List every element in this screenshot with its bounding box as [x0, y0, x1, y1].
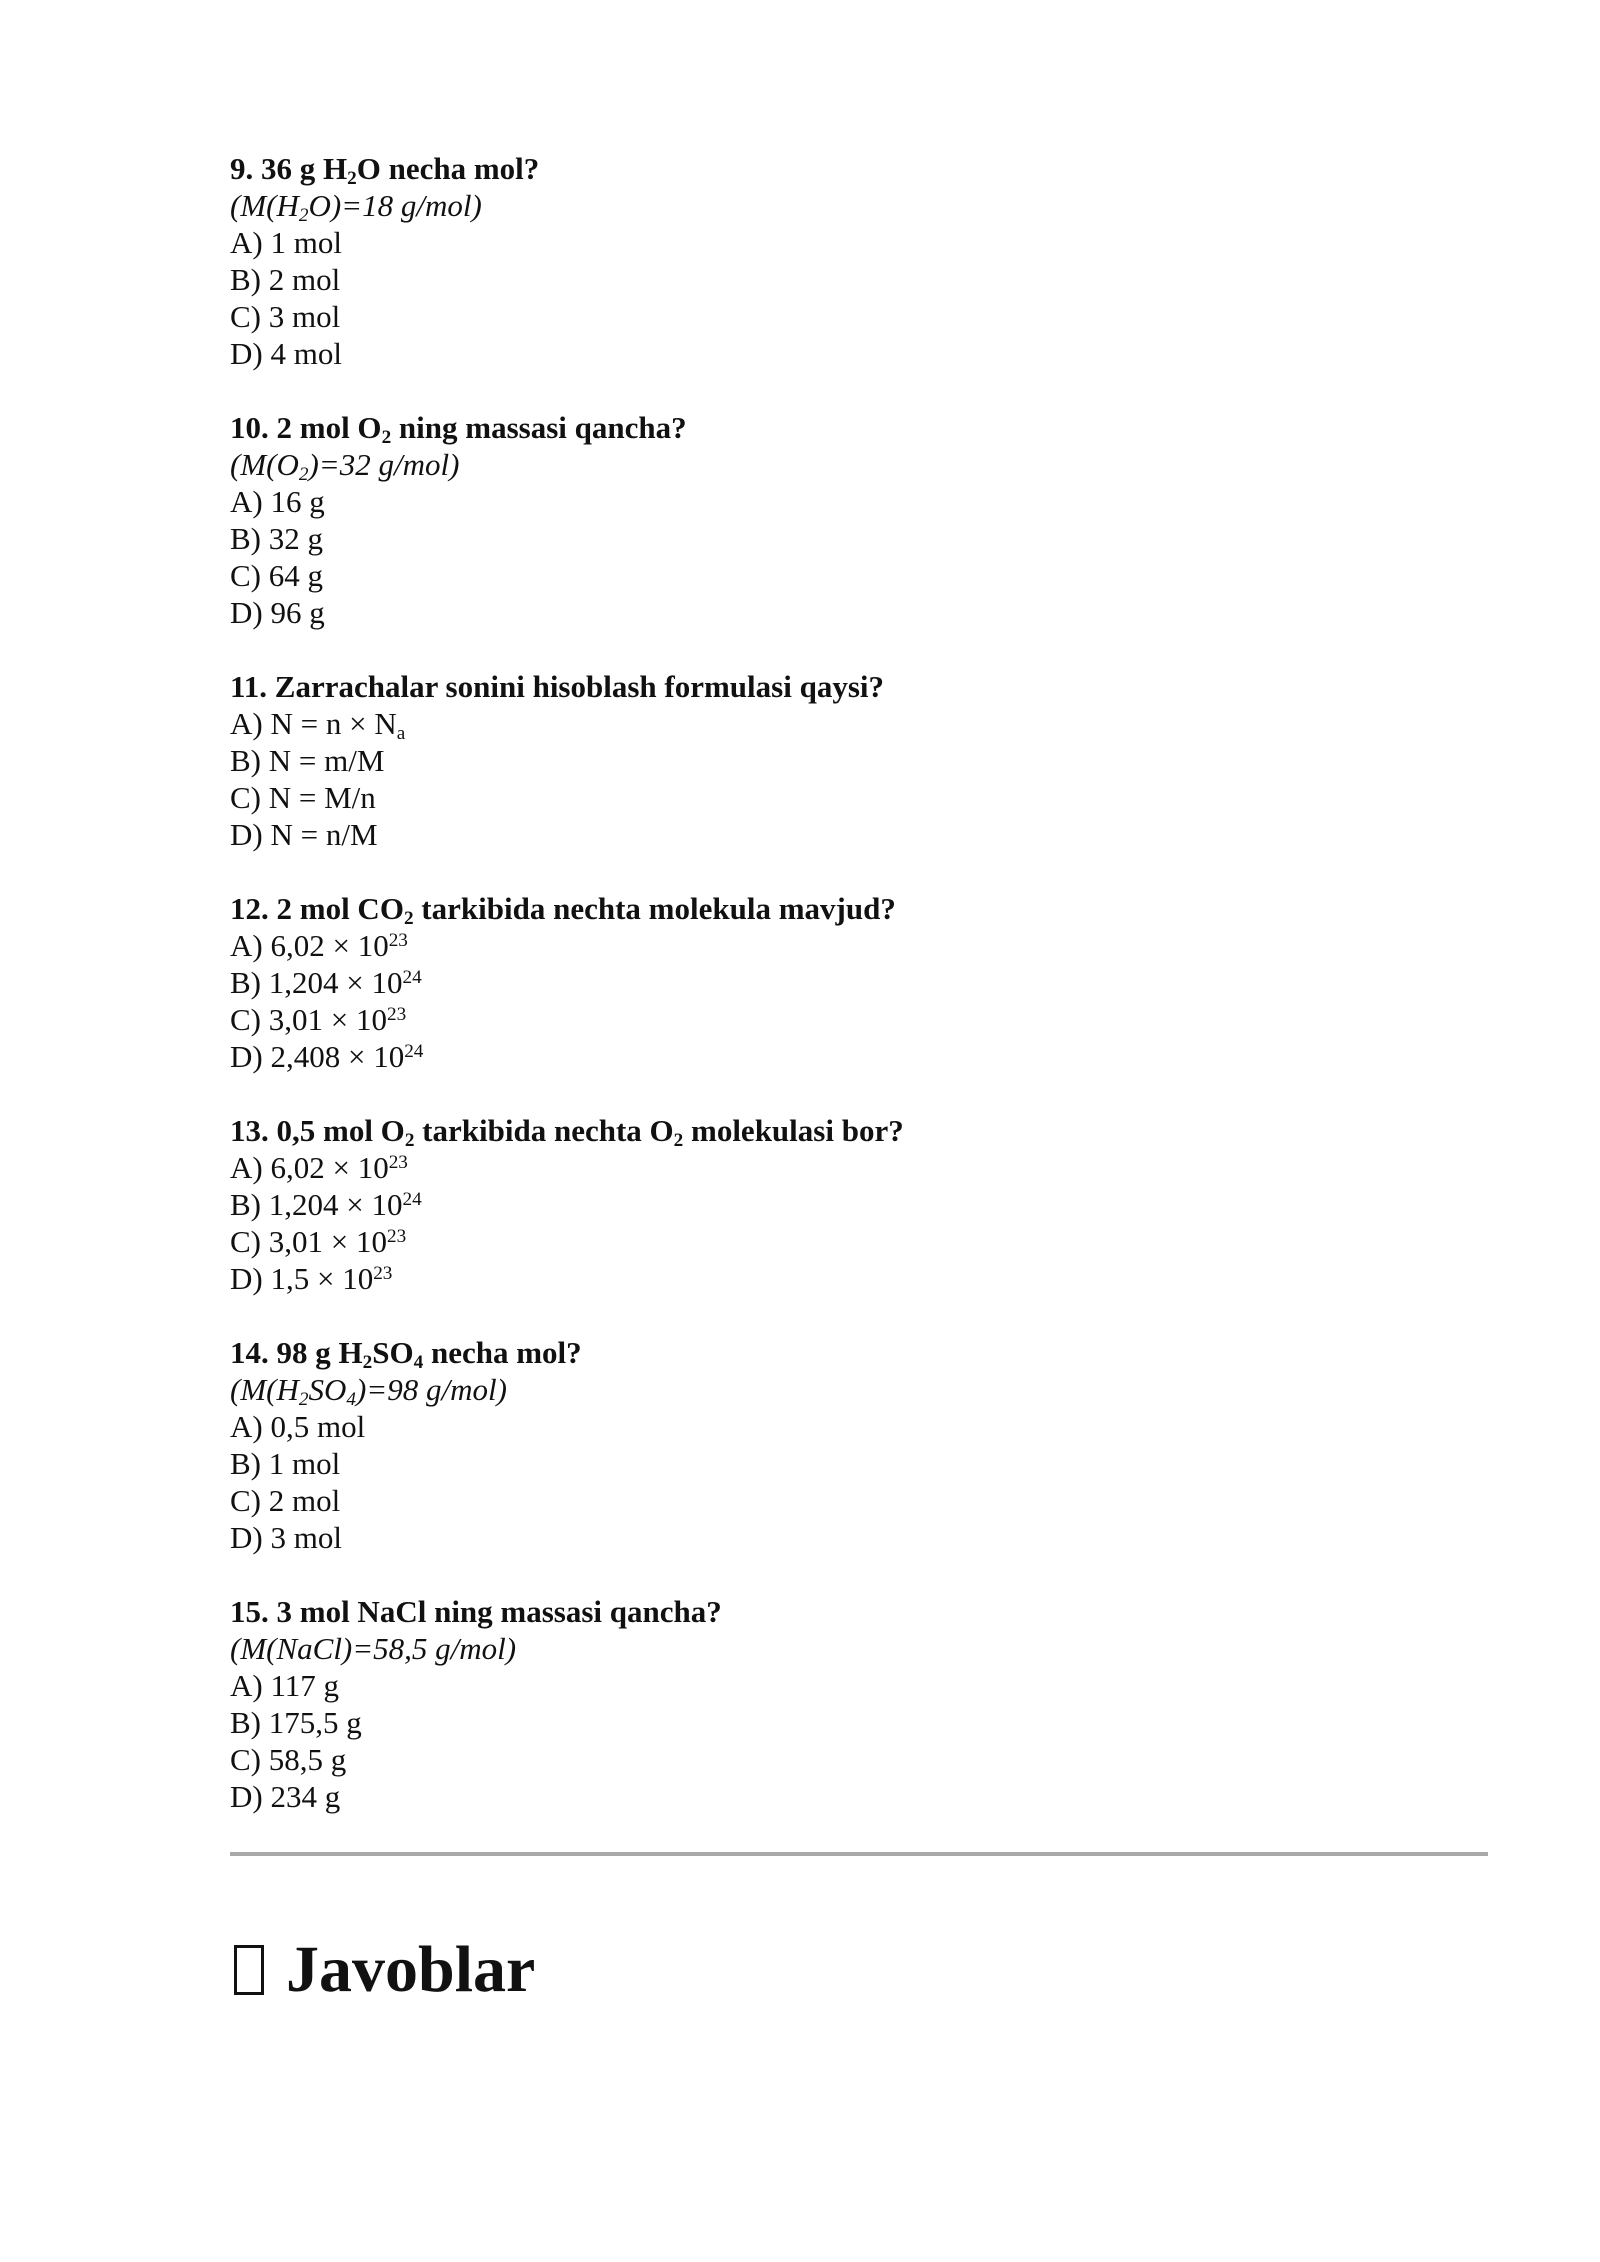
option-sup-1: 23 [388, 930, 408, 952]
option-text-0: C) 64 g [230, 558, 323, 593]
horizontal-divider [230, 1852, 1488, 1856]
option-text-0: A) 1 mol [230, 225, 342, 260]
answer-option-d [230, 1038, 1500, 1075]
hint-text-0: (M(H [230, 188, 299, 223]
option-text-0: C) 3 mol [230, 299, 341, 334]
hint-text-2: )=32 g/mol) [308, 447, 460, 482]
question-title-text-0: 2 mol CO [276, 891, 404, 926]
question-number: 9. [230, 151, 261, 186]
question-number: 13. [230, 1113, 277, 1148]
answer-option-a [230, 1667, 1500, 1704]
option-sub-1: a [396, 723, 406, 745]
hint-text-0: (M(O [230, 447, 299, 482]
question-number: 10. [230, 410, 277, 445]
option-sup-1: 24 [402, 1189, 422, 1211]
option-sup-1: 23 [388, 1152, 408, 1174]
answer-option-d [230, 335, 1500, 372]
question-title-text-2: O necha mol? [356, 151, 540, 186]
answer-option-d [230, 594, 1500, 631]
question-title-text-2: ning massasi qancha? [391, 410, 687, 445]
answer-option-a [230, 1149, 1500, 1186]
question-title-sub-1: 2 [362, 1352, 373, 1374]
option-text-0: D) 2,408 × 10 [230, 1039, 405, 1074]
question-title [230, 150, 1500, 190]
question-title-text-0: 2 mol O [276, 410, 382, 445]
answer-option-b [230, 1704, 1500, 1741]
option-text-0: B) 32 g [230, 521, 323, 556]
question-title [230, 1334, 1500, 1374]
option-text-0: A) 6,02 × 10 [230, 1150, 389, 1185]
question-13 [230, 1112, 1500, 1297]
option-text-0: C) 3,01 × 10 [230, 1002, 387, 1037]
option-sup-1: 24 [402, 967, 422, 989]
question-title-text-0: 98 g H [276, 1335, 363, 1370]
answer-option-b [230, 742, 1500, 779]
answer-option-b [230, 964, 1500, 1001]
option-text-0: D) 234 g [230, 1779, 341, 1814]
question-9 [230, 150, 1500, 372]
question-title [230, 1593, 1500, 1630]
answer-option-c [230, 1223, 1500, 1260]
option-text-0: B) 1 mol [230, 1446, 341, 1481]
answer-option-c [230, 779, 1500, 816]
option-text-0: D) 4 mol [230, 336, 342, 371]
question-11 [230, 668, 1500, 853]
option-text-0: C) 2 mol [230, 1483, 341, 1518]
option-text-0: A) 117 g [230, 1668, 340, 1703]
answer-option-c [230, 557, 1500, 594]
answers-heading [230, 1930, 1500, 2010]
question-title-text-0: 0,5 mol O [276, 1113, 405, 1148]
answer-option-b [230, 261, 1500, 298]
answer-option-b [230, 520, 1500, 557]
question-title-text-4: necha mol? [423, 1335, 582, 1370]
option-text-0: A) N = n × N [230, 706, 397, 741]
molar-mass-hint [230, 446, 1500, 486]
question-title-text-4: molekulasi bor? [683, 1113, 904, 1148]
question-14 [230, 1334, 1500, 1556]
hint-sub-1: 2 [298, 205, 309, 227]
question-number: 12. [230, 891, 277, 926]
answer-option-d [230, 1519, 1500, 1556]
option-text-0: B) 175,5 g [230, 1705, 362, 1740]
question-number: 15. [230, 1594, 277, 1629]
option-text-0: B) N = m/M [230, 743, 385, 778]
document-page [230, 150, 1500, 2010]
option-text-0: A) 16 g [230, 484, 325, 519]
answer-option-d [230, 816, 1500, 853]
option-text-0: A) 6,02 × 10 [230, 928, 389, 963]
question-title-text-0: 36 g H [261, 151, 348, 186]
hint-sub-1: 2 [298, 1389, 309, 1411]
answer-option-c [230, 1001, 1500, 1038]
question-title [230, 409, 1500, 449]
hint-sub-3: 4 [346, 1389, 356, 1411]
option-text-0: C) N = M/n [230, 780, 376, 815]
question-title-sub-1: 2 [404, 1130, 415, 1152]
hint-text-0: (M(H [230, 1372, 299, 1407]
option-sup-1: 23 [386, 1226, 407, 1248]
option-text-0: B) 1,204 × 10 [230, 965, 403, 1000]
question-title-text-2: SO [372, 1335, 414, 1370]
option-text-0: B) 2 mol [230, 262, 341, 297]
answer-option-c [230, 298, 1500, 335]
question-title-text-0: 3 mol NaCl ning massasi qancha? [276, 1594, 722, 1629]
question-list [230, 150, 1500, 1815]
question-title-sub-3: 4 [413, 1352, 424, 1374]
molar-mass-hint [230, 187, 1500, 227]
hint-text-2: O)=18 g/mol) [308, 188, 482, 223]
question-title-sub-1: 2 [403, 908, 414, 930]
question-title-sub-3: 2 [673, 1130, 684, 1152]
hint-text-4: )=98 g/mol) [355, 1372, 507, 1407]
option-sup-1: 23 [373, 1263, 393, 1285]
option-sup-1: 23 [386, 1004, 407, 1026]
question-title-text-2: tarkibida nechta molekula mavjud? [413, 891, 896, 926]
hint-text-2: SO [308, 1372, 347, 1407]
answer-option-d [230, 1260, 1500, 1297]
answer-option-a [230, 927, 1500, 964]
question-title [230, 890, 1500, 930]
answer-option-b [230, 1445, 1500, 1482]
question-12 [230, 890, 1500, 1075]
option-text-0: C) 3,01 × 10 [230, 1224, 387, 1259]
question-title-sub-1: 2 [347, 168, 357, 190]
option-text-0: A) 0,5 mol [230, 1409, 366, 1444]
question-title [230, 1112, 1500, 1152]
answer-option-c [230, 1741, 1500, 1778]
question-title-sub-1: 2 [381, 427, 392, 449]
option-text-0: D) N = n/M [230, 817, 378, 852]
question-10 [230, 409, 1500, 631]
option-text-0: D) 3 mol [230, 1520, 342, 1555]
question-title [230, 668, 1500, 705]
option-text-0: C) 58,5 g [230, 1742, 347, 1777]
answer-option-a [230, 483, 1500, 520]
option-text-0: B) 1,204 × 10 [230, 1187, 403, 1222]
answer-option-a [230, 1408, 1500, 1445]
answer-option-d [230, 1778, 1500, 1815]
molar-mass-hint [230, 1630, 1500, 1667]
answer-option-b [230, 1186, 1500, 1223]
option-text-0: D) 96 g [230, 595, 325, 630]
answer-option-c [230, 1482, 1500, 1519]
question-number: 11. [230, 669, 275, 704]
answer-option-a [230, 705, 1500, 745]
question-title-text-0: Zarrachalar sonini hisoblash formulasi qaysi? [274, 669, 885, 704]
question-number: 14. [230, 1335, 277, 1370]
hint-sub-1: 2 [298, 464, 309, 486]
option-text-0: D) 1,5 × 10 [230, 1261, 374, 1296]
question-15 [230, 1593, 1500, 1815]
answers-heading-label: Javoblar [286, 1933, 536, 2006]
molar-mass-hint [230, 1371, 1500, 1411]
missing-glyph-icon [234, 1945, 264, 1995]
answer-option-a [230, 224, 1500, 261]
option-sup-1: 24 [404, 1041, 424, 1063]
question-title-text-2: tarkibida nechta O [414, 1113, 674, 1148]
hint-text-0: (M(NaCl)=58,5 g/mol) [230, 1631, 517, 1666]
